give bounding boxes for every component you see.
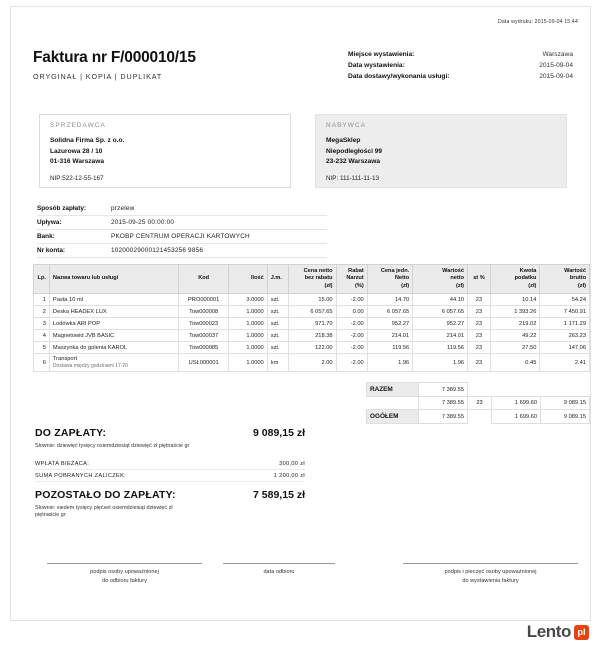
col-price-net-no-discount	[289, 265, 336, 294]
signature-receipt-date-line	[223, 563, 335, 564]
col-vat-rate: st %	[468, 265, 491, 294]
payment-due-label: Upływa:	[37, 219, 62, 226]
cell-lp: 6	[34, 354, 50, 372]
meta-row-issue-date	[348, 60, 573, 71]
cell-tax: 27.50	[490, 342, 540, 354]
cell-vat-rate: 23	[468, 294, 491, 306]
cell-qty: 1.0000	[229, 318, 267, 330]
remaining-due-in-words-line1: Słownie: siedem tysięcy pięćset osiemdziesiąt dziewięć zł	[35, 504, 173, 511]
col-name: Nazwa towaru lub usługi	[49, 265, 178, 294]
payment-method-value: przelew	[111, 205, 135, 212]
col-lp: Lp.	[34, 265, 50, 294]
buyer-street: Niepodległości 99	[326, 147, 383, 155]
cell-lp: 5	[34, 342, 50, 354]
advances-row	[35, 470, 305, 482]
meta-value-place: Warszawa	[542, 51, 573, 58]
table-row	[34, 354, 590, 372]
meta-label-issue-date: Data wystawienia:	[348, 62, 405, 69]
print-date: Data wydruku: 2015-09-04 15:44	[497, 19, 578, 25]
cell-name: Transport Dostawa między godzinami 17-20	[49, 354, 178, 372]
table-row	[34, 306, 590, 318]
cell-value-gross: 263.23	[540, 330, 590, 342]
payment-info-row-method	[37, 202, 327, 216]
razem-tax-empty	[492, 383, 541, 397]
col-value-net-l3: (zł)	[455, 282, 465, 289]
cell-kod: USŁ000001	[178, 354, 229, 372]
lento-wordmark: Lento	[526, 622, 571, 641]
col-discount	[336, 265, 367, 294]
cell-value-net: 44.10	[413, 294, 468, 306]
cell-qty: 3.0000	[229, 294, 267, 306]
payment-info-section	[37, 202, 327, 258]
buyer-name: MegaSklep	[326, 137, 361, 144]
buyer-city: 23-232 Warszawa	[326, 158, 381, 165]
cell-name-note: Dostawa między godzinami 17-20	[52, 363, 128, 370]
signature-receipt-date-l1: data odbioru	[263, 569, 295, 575]
signature-receiver-line	[47, 563, 202, 564]
col-tax-amount-l3: (zł)	[528, 282, 537, 289]
table-row	[34, 330, 590, 342]
payment-bank-value: PKOBP CENTRUM OPERACJI KARTOWYCH	[111, 233, 250, 240]
col-discount-l3: (%)	[355, 282, 364, 289]
col-value-gross-l1: Wartość	[564, 268, 586, 274]
seller-title: SPRZEDAWCA	[50, 122, 106, 129]
payment-info-row-account	[37, 244, 327, 258]
razem-rate-empty	[468, 383, 492, 397]
cell-price-net-nodisc: 15.00	[289, 294, 336, 306]
payment-due-value: 2015-09-25 00:00:00	[111, 219, 175, 226]
cell-value-net: 952.27	[413, 318, 468, 330]
totals-row-razem	[367, 383, 590, 397]
cell-name: Lodówka ARI POP	[49, 318, 178, 330]
cell-vat-rate: 23	[468, 354, 491, 372]
signature-receiver-l1: podpis osoby upoważnionej	[90, 569, 159, 575]
cell-qty: 1.0000	[229, 330, 267, 342]
ogolem-label: OGÓŁEM	[367, 410, 419, 424]
col-tax-amount	[490, 265, 540, 294]
cell-price-net-nodisc: 2.00	[289, 354, 336, 372]
cell-qty: 1.0000	[229, 354, 267, 372]
cell-vat-rate: 23	[468, 330, 491, 342]
payment-account-label: Nr konta:	[37, 247, 66, 254]
cell-price-net-nodisc: 122.00	[289, 342, 336, 354]
cell-unit-net: 952.27	[367, 318, 412, 330]
payment-method-label: Sposób zapłaty:	[37, 205, 87, 212]
document-copy-type: ORYGINAŁ | KOPIA | DUPLIKAT	[33, 72, 163, 81]
col-value-net-l1: Wartość	[442, 268, 465, 274]
buyer-title: NABYWCA	[326, 122, 367, 129]
col-discount-l1: Rabat	[348, 268, 364, 274]
cell-value-gross: 1 171.29	[540, 318, 590, 330]
cell-lp: 1	[34, 294, 50, 306]
amount-due-row	[35, 427, 305, 439]
cell-jm: szt.	[267, 318, 289, 330]
col-price-net-no-discount-l1: Cena netto	[303, 268, 333, 274]
table-row	[34, 294, 590, 306]
cell-discount: -2.00	[336, 354, 367, 372]
cell-unit-net: 119.56	[367, 342, 412, 354]
table-row	[34, 342, 590, 354]
col-unit: J.m.	[267, 265, 289, 294]
col-discount-l2: Narzut	[346, 275, 364, 282]
parties-section	[39, 114, 567, 188]
signature-issuer-l1: podpis i pieczęć osoby upoważnionej	[444, 569, 537, 575]
line-items-table	[33, 264, 590, 372]
ogolem-net: 7 389.55	[419, 410, 468, 424]
cell-lp: 2	[34, 306, 50, 318]
vat-row-rate: 23	[468, 397, 492, 410]
cell-unit-net: 214.01	[367, 330, 412, 342]
cell-price-net-nodisc: 971.70	[289, 318, 336, 330]
seller-box	[39, 114, 291, 188]
vat-row-tax: 1 699.60	[492, 397, 541, 410]
header-left	[33, 49, 333, 81]
cell-value-gross: 147.06	[540, 342, 590, 354]
meta-label-place: Miejsce wystawienia:	[348, 51, 415, 58]
ogolem-rate-empty	[468, 410, 492, 424]
table-header-row	[34, 265, 590, 294]
signature-receiver-l2: do odbioru faktury	[102, 578, 147, 584]
cell-value-net: 119.56	[413, 342, 468, 354]
current-payment-value: 300,00 zł	[279, 460, 305, 467]
lento-watermark	[527, 622, 589, 642]
razem-net: 7 389.55	[419, 383, 468, 397]
amount-due-in-words: Słownie: dziewięć tysięcy osiemdziesiąt dziewięć zł piętnaście gr	[35, 443, 190, 449]
current-payment-label: WPŁATA BIEŻĄCA:	[35, 460, 90, 467]
line-items-body	[34, 294, 590, 372]
col-value-gross	[540, 265, 590, 294]
ogolem-gross: 9 089.15	[541, 410, 590, 424]
cell-discount: -2.00	[336, 294, 367, 306]
meta-row-place	[348, 49, 573, 60]
col-price-net-no-discount-l3: (zł)	[324, 282, 333, 289]
col-value-net	[413, 265, 468, 294]
cell-lp: 4	[34, 330, 50, 342]
cell-discount: 0.00	[336, 306, 367, 318]
col-tax-amount-l2: podatku	[514, 275, 537, 282]
col-unit-net-l3: (zł)	[401, 282, 410, 289]
cell-jm: km	[267, 354, 289, 372]
advances-label: SUMA POBRANYCH ZALICZEK:	[35, 472, 127, 479]
meta-value-issue-date: 2015-09-04	[539, 62, 573, 69]
cell-price-net-nodisc: 218.38	[289, 330, 336, 342]
totals-table	[366, 382, 590, 424]
cell-tax: 0.45	[490, 354, 540, 372]
cell-name: Deska HEADEX LUX	[49, 306, 178, 318]
signature-receipt-date	[223, 563, 335, 577]
amount-due-value: 9 089,15 zł	[253, 427, 305, 439]
cell-unit-net: 14.70	[367, 294, 412, 306]
cell-value-gross: 2.41	[540, 354, 590, 372]
payment-info-row-bank	[37, 230, 327, 244]
col-code: Kod	[178, 265, 229, 294]
cell-value-gross: 7 450.91	[540, 306, 590, 318]
col-value-gross-l2: brutto	[569, 275, 586, 282]
cell-discount: -2.00	[336, 318, 367, 330]
invoice-header	[33, 49, 573, 82]
cell-tax: 49.22	[490, 330, 540, 342]
col-price-net-no-discount-l2: bez rabatu	[304, 275, 333, 282]
cell-name: Pasta 10 ml	[49, 294, 178, 306]
meta-label-delivery-date: Data dostawy/wykonania usługi:	[348, 73, 450, 80]
cell-jm: szt.	[267, 306, 289, 318]
header-meta	[348, 49, 573, 82]
cell-jm: szt.	[267, 330, 289, 342]
signature-issuer	[403, 563, 578, 586]
signature-receiver	[47, 563, 202, 586]
meta-row-delivery-date	[348, 71, 573, 82]
cell-discount: -2.00	[336, 342, 367, 354]
cell-unit-net: 1.96	[367, 354, 412, 372]
remaining-due-label: POZOSTAŁO DO ZAPŁATY:	[35, 488, 176, 501]
cell-tax: 10.14	[490, 294, 540, 306]
cell-kod: Tow000037	[178, 330, 229, 342]
col-value-gross-l3: (zł)	[577, 282, 586, 289]
totals-row-vat	[367, 397, 590, 410]
buyer-nip: NIP: 111-111-11-13	[326, 174, 379, 182]
cell-jm: szt.	[267, 342, 289, 354]
cell-price-net-nodisc: 6 057.65	[289, 306, 336, 318]
cell-discount: -2.00	[336, 330, 367, 342]
cell-unit-net: 6 057.65	[367, 306, 412, 318]
payment-summary-section	[35, 427, 305, 520]
col-unit-net	[367, 265, 412, 294]
razem-label: RAZEM	[367, 383, 419, 397]
seller-street: Lazurowa 28 / 10	[50, 147, 103, 155]
payment-info-row-due	[37, 216, 327, 230]
razem-gross-empty	[541, 383, 590, 397]
cell-jm: szt.	[267, 294, 289, 306]
cell-qty: 1.0000	[229, 306, 267, 318]
cell-vat-rate: 23	[468, 306, 491, 318]
seller-city: 01-316 Warszawa	[50, 158, 105, 165]
advances-value: 1 200,00 zł	[273, 472, 305, 479]
cell-lp: 3	[34, 318, 50, 330]
cell-kod: Tow000008	[178, 306, 229, 318]
signature-issuer-l2: do wystawienia faktury	[462, 578, 519, 584]
cell-name: Magnetowid JVB BASIC	[49, 330, 178, 342]
payment-account-value: 10200029000121453256 9856	[111, 247, 204, 254]
cell-value-net: 6 057.65	[413, 306, 468, 318]
vat-row-gross: 9 089.15	[541, 397, 590, 410]
buyer-box	[315, 114, 567, 188]
line-items-head	[34, 265, 590, 294]
cell-kod: Tow000085	[178, 342, 229, 354]
cell-tax: 1 393.26	[490, 306, 540, 318]
col-tax-amount-l1: Kwota	[519, 268, 537, 274]
col-unit-net-l2: Netto	[394, 275, 410, 282]
cell-vat-rate: 23	[468, 318, 491, 330]
seller-name: Solidna Firma Sp. z o.o.	[50, 137, 125, 144]
payment-bank-label: Bank:	[37, 233, 55, 240]
cell-value-net: 214.01	[413, 330, 468, 342]
cell-value-net: 1.96	[413, 354, 468, 372]
remaining-due-in-words	[35, 505, 305, 520]
remaining-due-in-words-line2: piętnaście gr	[35, 512, 66, 518]
seller-nip: NIP:522-12-55-167	[50, 174, 104, 182]
cell-vat-rate: 23	[468, 342, 491, 354]
cell-value-gross: 54.24	[540, 294, 590, 306]
remaining-due-row	[35, 489, 305, 501]
col-qty: Ilość	[229, 265, 267, 294]
col-unit-net-l1: Cena jedn.	[380, 268, 410, 274]
invoice-page	[10, 6, 591, 621]
vat-row-net: 7 389.55	[419, 397, 468, 410]
meta-value-delivery-date: 2015-09-04	[539, 73, 573, 80]
ogolem-tax: 1 699.60	[492, 410, 541, 424]
col-value-net-l2: netto	[450, 275, 465, 282]
cell-name: Maszynka do golenia KAROL	[49, 342, 178, 354]
signature-issuer-line	[403, 563, 578, 564]
cell-kod: PRO000001	[178, 294, 229, 306]
cell-kod: Tow000023	[178, 318, 229, 330]
table-row	[34, 318, 590, 330]
cell-tax: 219.02	[490, 318, 540, 330]
lento-pl-badge: pl	[574, 625, 589, 640]
page-title: Faktura nr F/000010/15	[33, 49, 196, 66]
vat-row-label-empty	[367, 397, 419, 410]
remaining-due-value: 7 589,15 zł	[253, 488, 305, 501]
totals-row-ogolem	[367, 410, 590, 424]
current-payment-row	[35, 458, 305, 470]
amount-due-label: DO ZAPŁATY:	[35, 427, 107, 439]
cell-qty: 1.0000	[229, 342, 267, 354]
